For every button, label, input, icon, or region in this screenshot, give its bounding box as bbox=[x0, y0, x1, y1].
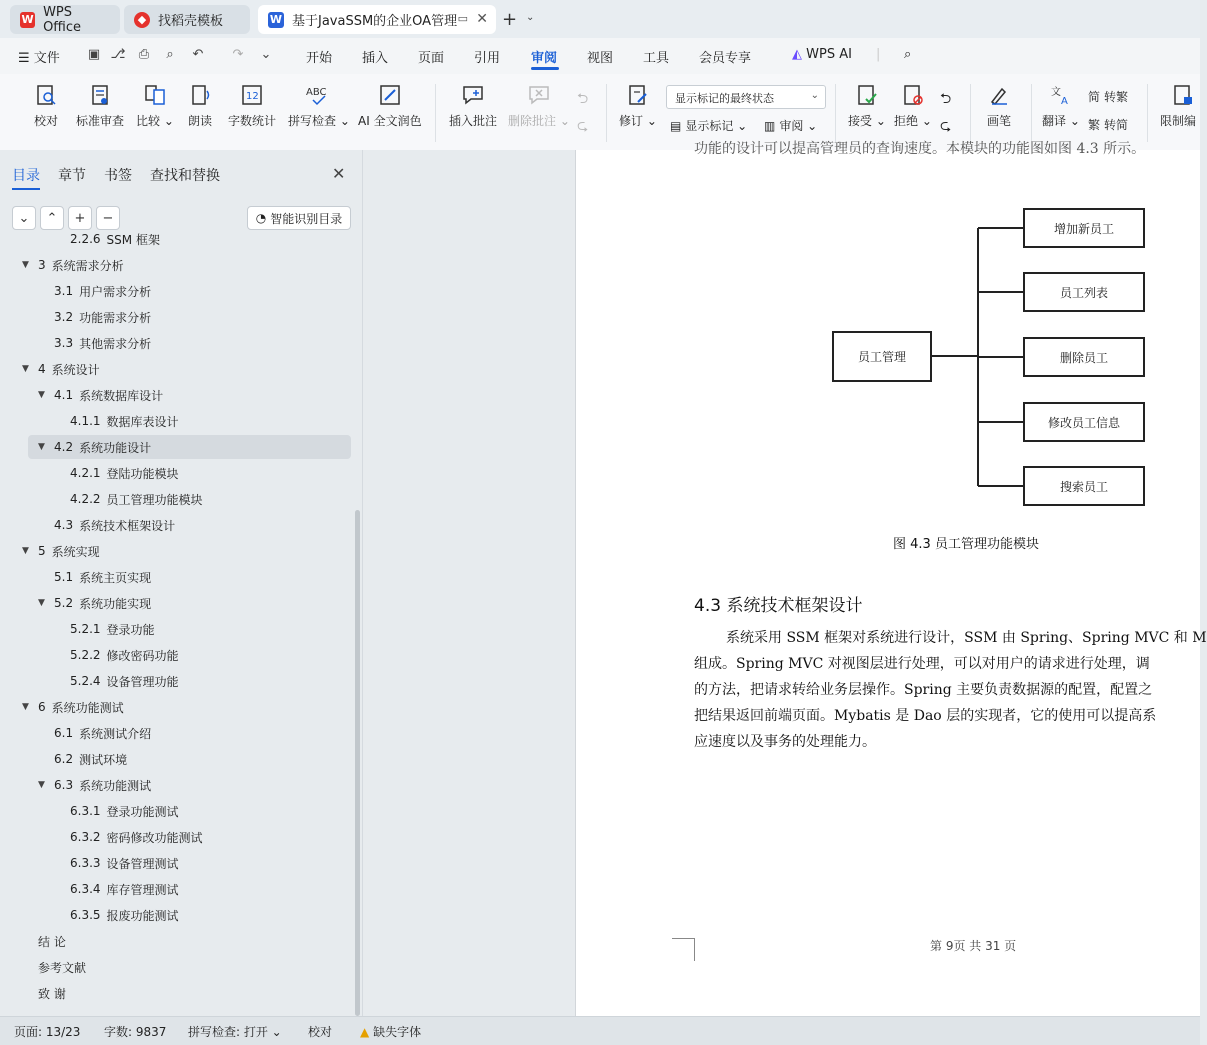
toc-item[interactable] bbox=[22, 357, 100, 381]
toc-item[interactable] bbox=[22, 981, 66, 1005]
paragraph-line: 应速度以及事务的处理能力。 bbox=[694, 734, 876, 750]
show-markup-icon: ▤ bbox=[670, 118, 682, 133]
word-count-icon bbox=[239, 82, 265, 108]
chevron-down-icon[interactable]: ⌄ bbox=[526, 12, 535, 23]
simplified-chinese-icon: 繁 bbox=[1088, 118, 1101, 132]
spell-check-button[interactable] bbox=[288, 82, 350, 129]
toc-item[interactable] bbox=[54, 851, 179, 875]
to-simplified-label: 转简 bbox=[1104, 118, 1129, 132]
read-aloud-button[interactable] bbox=[187, 82, 213, 129]
toc-item-number: 6 bbox=[38, 700, 46, 714]
toc-item-number: 3.2 bbox=[54, 310, 74, 324]
smart-toc-button[interactable] bbox=[247, 206, 351, 230]
toc-item-number: 5.2.1 bbox=[70, 622, 101, 636]
expand-arrow-icon[interactable]: ▼ bbox=[38, 442, 45, 452]
redo-icon[interactable]: ↷ bbox=[232, 47, 244, 62]
spell-check-label: 拼写检查 ⌄ bbox=[288, 114, 350, 128]
toc-item-number: 4.3 bbox=[54, 518, 74, 532]
monitor-icon: ▭ bbox=[457, 12, 468, 25]
word-doc-icon: W bbox=[269, 13, 283, 26]
menu-bar bbox=[0, 38, 1200, 74]
traditional-chinese-icon: 简 bbox=[1088, 90, 1101, 104]
toc-item-number: 5.2 bbox=[54, 596, 74, 610]
toc-item[interactable] bbox=[54, 487, 203, 511]
delete-comment-label: 删除批注 ⌄ bbox=[508, 114, 570, 128]
toc-item-number: 4.1.1 bbox=[70, 414, 101, 428]
navigation-pane bbox=[0, 150, 363, 1016]
menu-tools[interactable]: 工具 bbox=[643, 51, 670, 66]
diagram-node-edit-employee: 修改员工信息 bbox=[1023, 402, 1145, 442]
expand-arrow-icon[interactable]: ▼ bbox=[22, 546, 29, 556]
paragraph-line: 的方法，把请求转给业务层操作。Spring 主要负责数据源的配置，配置之 bbox=[694, 682, 1153, 698]
toc-item-number: 3.3 bbox=[54, 336, 74, 350]
menu-member[interactable]: 会员专享 bbox=[699, 51, 752, 66]
translate-icon bbox=[1048, 82, 1074, 108]
restrict-edit-label: 限制编 bbox=[1160, 114, 1197, 128]
smart-toc-label: 智能识别目录 bbox=[270, 211, 343, 226]
active-tab-indicator bbox=[12, 188, 40, 190]
minus-icon: − bbox=[102, 210, 114, 226]
missing-font-label: 缺失字体 bbox=[373, 1025, 422, 1039]
delete-comment-button[interactable] bbox=[508, 82, 570, 129]
toc-item[interactable] bbox=[38, 435, 151, 459]
compare-icon bbox=[142, 82, 168, 108]
markup-mode-value: 显示标记的最终状态 bbox=[675, 92, 774, 105]
show-markup-label: 显示标记 bbox=[685, 119, 734, 133]
ink-button[interactable] bbox=[986, 82, 1012, 129]
svg-text:ABC: ABC bbox=[305, 87, 327, 98]
toc-item[interactable] bbox=[38, 305, 151, 329]
toc-item-number: 4.2.1 bbox=[70, 466, 101, 480]
toc-item-title: 系统需求分析 bbox=[51, 258, 124, 273]
plus-icon: + bbox=[74, 210, 86, 226]
toc-item-number: 6.3.5 bbox=[70, 908, 101, 922]
page-footer: 第 9页 共 31 页 bbox=[930, 939, 1017, 953]
close-icon[interactable]: ✕ bbox=[332, 164, 346, 183]
toc-item-title: 系统主页实现 bbox=[79, 570, 152, 585]
toc-item-title: 报废功能测试 bbox=[106, 908, 179, 923]
tab-find-replace[interactable]: 查找和替换 bbox=[150, 168, 220, 184]
to-traditional-button[interactable] bbox=[1088, 88, 1128, 105]
diagram-node-add-employee: 增加新员工 bbox=[1023, 208, 1145, 248]
toc-item[interactable] bbox=[54, 669, 179, 693]
ribbon-divider bbox=[970, 84, 971, 142]
share-icon[interactable]: ⎇ bbox=[110, 47, 126, 62]
reject-icon bbox=[900, 82, 926, 108]
toc-item-title: 结 论 bbox=[38, 934, 66, 949]
print-icon[interactable]: ⎙ bbox=[138, 47, 150, 62]
docer-logo-icon: ◆ bbox=[134, 12, 150, 28]
tab-docer[interactable] bbox=[124, 5, 250, 34]
diagram-node-search-employee: 搜索员工 bbox=[1023, 466, 1145, 506]
warning-icon: ▲ bbox=[360, 1025, 370, 1039]
wps-ai-label: WPS AI bbox=[806, 47, 852, 62]
file-menu-label: 文件 bbox=[33, 51, 60, 66]
toc-item-title: 密码修改功能测试 bbox=[106, 830, 203, 845]
toc-item-title: SSM 框架 bbox=[106, 232, 160, 247]
toc-item[interactable] bbox=[54, 825, 203, 849]
accept-button[interactable] bbox=[848, 82, 886, 129]
translate-button[interactable] bbox=[1042, 82, 1080, 129]
print-preview-icon[interactable]: ⌕ bbox=[166, 47, 174, 62]
toc-scrollbar[interactable] bbox=[355, 510, 360, 1016]
toc-item-number: 5.2.4 bbox=[70, 674, 101, 688]
toc-item-title: 系统功能测试 bbox=[51, 700, 124, 715]
track-changes-icon bbox=[625, 82, 651, 108]
toc-item-number: 6.2 bbox=[54, 752, 74, 766]
close-tab-icon[interactable]: ✕ bbox=[476, 11, 488, 27]
proofread-button[interactable] bbox=[33, 82, 59, 129]
toc-item-title: 系统数据库设计 bbox=[79, 388, 164, 403]
tab-label: 基于JavaSSM的企业OA管理 bbox=[292, 14, 458, 29]
toc-item-title: 系统测试介绍 bbox=[79, 726, 152, 741]
insert-comment-icon bbox=[460, 82, 486, 108]
toc-item-title: 设备管理功能 bbox=[106, 674, 179, 689]
toc-item[interactable] bbox=[22, 253, 124, 277]
toc-item[interactable] bbox=[54, 877, 179, 901]
toc-item-title: 参考文献 bbox=[38, 960, 87, 975]
expand-all-button[interactable] bbox=[12, 206, 36, 230]
toc-item-title: 登陆功能模块 bbox=[106, 466, 179, 481]
menu-view[interactable]: 视图 bbox=[587, 51, 614, 66]
toc-item-number: 3.1 bbox=[54, 284, 74, 298]
svg-text:A: A bbox=[1060, 96, 1068, 107]
tab-bar bbox=[0, 0, 1200, 38]
next-comment-icon[interactable]: ⮎ bbox=[577, 118, 589, 134]
toc-item[interactable] bbox=[54, 903, 179, 927]
toc-item[interactable] bbox=[54, 409, 179, 433]
menu-separator: | bbox=[876, 47, 881, 62]
toc-item-title: 系统设计 bbox=[51, 362, 100, 377]
expand-arrow-icon[interactable]: ▼ bbox=[38, 780, 45, 790]
toc-item-number: 6.3.4 bbox=[70, 882, 101, 896]
status-bar bbox=[0, 1016, 1200, 1045]
toc-item-number: 4.2.2 bbox=[70, 492, 101, 506]
review-pane-icon: ▥ bbox=[764, 118, 776, 133]
smart-icon: ◔ bbox=[255, 211, 267, 225]
spell-check-status-label: 拼写检查: 打开 bbox=[188, 1025, 268, 1039]
menu-insert[interactable]: 插入 bbox=[362, 51, 389, 66]
toc-item-title: 员工管理功能模块 bbox=[106, 492, 203, 507]
diagram-root-node: 员工管理 bbox=[832, 331, 932, 382]
toc-item-title: 测试环境 bbox=[79, 752, 128, 767]
delete-comment-icon bbox=[526, 82, 552, 108]
toc-item[interactable] bbox=[54, 461, 179, 485]
toc-item[interactable] bbox=[38, 747, 127, 771]
toc-item[interactable] bbox=[22, 929, 66, 953]
pen-icon bbox=[986, 82, 1012, 108]
toc-item-number: 3 bbox=[38, 258, 46, 272]
toc-item-number: 4.2 bbox=[54, 440, 74, 454]
svg-text:12: 12 bbox=[246, 91, 259, 102]
toc-item-title: 修改密码功能 bbox=[106, 648, 179, 663]
toc-item-title: 系统功能设计 bbox=[79, 440, 152, 455]
standard-review-icon bbox=[87, 82, 113, 108]
wps-ai-icon: ◭ bbox=[792, 47, 802, 62]
toc-item[interactable] bbox=[54, 643, 179, 667]
toc-item[interactable] bbox=[38, 591, 151, 615]
menu-wps-ai[interactable] bbox=[792, 47, 852, 62]
expand-arrow-icon[interactable]: ▼ bbox=[38, 390, 45, 400]
to-simplified-button[interactable] bbox=[1088, 116, 1128, 133]
expand-arrow-icon[interactable]: ▼ bbox=[22, 260, 29, 270]
menu-page[interactable]: 页面 bbox=[418, 51, 445, 66]
translate-label: 翻译 ⌄ bbox=[1042, 114, 1080, 128]
search-icon[interactable]: ⌕ bbox=[904, 47, 912, 62]
toc-item-title: 系统实现 bbox=[51, 544, 100, 559]
partial-paragraph: 功能的设计可以提高管理员的查询速度。本模块的功能图如图 4.3 所示。 bbox=[694, 141, 1146, 157]
toc-item-number: 4 bbox=[38, 362, 46, 376]
toc-item-title: 系统功能测试 bbox=[79, 778, 152, 793]
standard-review-button[interactable] bbox=[76, 82, 124, 129]
paragraph-line: 系统采用 SSM 框架对系统进行设计，SSM 由 Spring、Spring MVC 和 M bbox=[726, 630, 1207, 646]
insert-comment-label: 插入批注 bbox=[449, 114, 498, 128]
page-corner-mark bbox=[672, 938, 695, 961]
tab-wps-office[interactable] bbox=[10, 5, 120, 34]
tab-document[interactable] bbox=[258, 5, 496, 34]
spell-check-icon bbox=[306, 82, 332, 108]
magic-wand-icon bbox=[377, 82, 403, 108]
ink-label: 画笔 bbox=[986, 114, 1011, 128]
toc-item-number: 6.3.3 bbox=[70, 856, 101, 870]
more-icon[interactable]: ⌄ bbox=[260, 47, 272, 62]
toc-item-number: 5 bbox=[38, 544, 46, 558]
reject-button[interactable] bbox=[894, 82, 932, 129]
proofread-icon bbox=[33, 82, 59, 108]
show-markup-button[interactable]: ▤ 显示标记 ⌄ bbox=[670, 118, 748, 133]
expand-arrow-icon[interactable]: ▼ bbox=[22, 702, 29, 712]
section-heading: 4.3 系统技术框架设计 bbox=[694, 596, 863, 616]
chevron-up-icon: ⌃ bbox=[46, 210, 58, 226]
chevron-down-icon: ⌄ bbox=[18, 210, 30, 226]
document-page[interactable] bbox=[575, 141, 1207, 1016]
toc-item-number: 6.3.2 bbox=[70, 830, 101, 844]
missing-font-status[interactable] bbox=[360, 1023, 421, 1040]
toc-item-number: 5.2.2 bbox=[70, 648, 101, 662]
toc-item[interactable] bbox=[38, 721, 151, 745]
reject-label: 拒绝 ⌄ bbox=[894, 114, 932, 128]
toc-tree bbox=[0, 232, 352, 1016]
read-aloud-label: 朗读 bbox=[187, 114, 212, 128]
toc-item[interactable] bbox=[54, 227, 160, 251]
toc-item-title: 库存管理测试 bbox=[106, 882, 179, 897]
undo-icon[interactable]: ↶ bbox=[192, 47, 204, 62]
ribbon-divider bbox=[1031, 84, 1032, 142]
toc-item[interactable] bbox=[38, 331, 151, 355]
toc-item-title: 系统技术框架设计 bbox=[79, 518, 176, 533]
word-count-status[interactable]: 字数: 9837 bbox=[104, 1025, 167, 1039]
toc-item-number: 5.1 bbox=[54, 570, 74, 584]
menu-start[interactable]: 开始 bbox=[306, 51, 333, 66]
tab-label: 找稻壳模板 bbox=[158, 14, 224, 29]
proofread-label: 校对 bbox=[33, 114, 58, 128]
new-tab-icon[interactable]: + bbox=[502, 9, 518, 30]
active-menu-indicator bbox=[531, 67, 559, 70]
diagram-node-employee-list: 员工列表 bbox=[1023, 272, 1145, 312]
toc-item-number: 6.1 bbox=[54, 726, 74, 740]
toc-item-title: 功能需求分析 bbox=[79, 310, 152, 325]
expand-arrow-icon[interactable]: ▼ bbox=[38, 598, 45, 608]
diagram-node-delete-employee: 删除员工 bbox=[1023, 337, 1145, 377]
menu-reference[interactable]: 引用 bbox=[474, 51, 501, 66]
read-aloud-icon bbox=[187, 82, 213, 108]
toc-item-title: 其他需求分析 bbox=[79, 336, 152, 351]
toc-item-title: 致 谢 bbox=[38, 986, 66, 1001]
toc-item-title: 系统功能实现 bbox=[79, 596, 152, 611]
toc-item[interactable] bbox=[38, 513, 175, 537]
ai-polish-label: AI 全文润色 bbox=[358, 114, 422, 128]
markup-mode-select[interactable] bbox=[666, 85, 826, 109]
next-change-icon[interactable]: ⮎ bbox=[940, 118, 952, 134]
ribbon-divider bbox=[435, 84, 436, 142]
toc-item-title: 数据库表设计 bbox=[106, 414, 179, 429]
wps-logo-icon: W bbox=[21, 13, 34, 26]
compare-button[interactable] bbox=[136, 82, 174, 129]
toc-item[interactable] bbox=[22, 695, 124, 719]
tab-sections[interactable]: 章节 bbox=[58, 168, 86, 184]
toc-item[interactable] bbox=[38, 383, 163, 407]
review-pane-button[interactable]: ▥ 审阅 ⌄ bbox=[764, 118, 818, 133]
word-count-button[interactable] bbox=[228, 82, 276, 129]
chevron-down-icon: ⌄ bbox=[810, 90, 819, 101]
ai-polish-button[interactable] bbox=[358, 82, 422, 129]
toc-item-title: 登录功能 bbox=[106, 622, 155, 637]
toc-item[interactable] bbox=[54, 617, 155, 641]
standard-review-label: 标准审查 bbox=[76, 114, 125, 128]
tab-bookmarks[interactable]: 书签 bbox=[104, 168, 132, 184]
previous-comment-icon[interactable]: ⮌ bbox=[577, 91, 589, 107]
accept-label: 接受 ⌄ bbox=[848, 114, 886, 128]
proofread-status[interactable]: 校对 bbox=[308, 1025, 333, 1039]
menu-review[interactable]: 审阅 bbox=[531, 51, 558, 66]
tab-label: WPS Office bbox=[43, 4, 82, 35]
track-changes-button[interactable] bbox=[619, 82, 657, 129]
ribbon-divider bbox=[1147, 84, 1148, 142]
toc-item-number: 2.2.6 bbox=[70, 232, 101, 246]
paragraph-line: 组成。Spring MVC 对视图层进行处理，可以对用户的请求进行处理，调 bbox=[694, 656, 1150, 672]
toc-item[interactable] bbox=[38, 565, 151, 589]
toc-item-number: 4.1 bbox=[54, 388, 74, 402]
compare-label: 比较 ⌄ bbox=[136, 114, 174, 128]
toc-item[interactable] bbox=[22, 539, 100, 563]
toc-item-title: 用户需求分析 bbox=[79, 284, 152, 299]
expand-arrow-icon[interactable]: ▼ bbox=[22, 364, 29, 374]
ribbon-divider bbox=[835, 84, 836, 142]
file-menu[interactable]: ☰ 文件 bbox=[18, 51, 60, 66]
paragraph-line: 把结果返回前端页面。Mybatis 是 Dao 层的实现者，它的使用可以提高系 bbox=[694, 708, 1157, 724]
toc-item-number: 6.3.1 bbox=[70, 804, 101, 818]
toc-item[interactable] bbox=[22, 955, 86, 979]
toc-item[interactable] bbox=[38, 279, 151, 303]
toc-item-number: 6.3 bbox=[54, 778, 74, 792]
toc-item-title: 登录功能测试 bbox=[106, 804, 179, 819]
to-traditional-label: 转繁 bbox=[1104, 90, 1129, 104]
page-indicator[interactable]: 页面: 13/23 bbox=[14, 1025, 81, 1039]
previous-change-icon[interactable]: ⮌ bbox=[940, 91, 952, 107]
restrict-edit-button[interactable] bbox=[1160, 82, 1196, 129]
svg-text:文: 文 bbox=[1050, 87, 1061, 98]
track-changes-label: 修订 ⌄ bbox=[619, 114, 657, 128]
accept-icon bbox=[854, 82, 880, 108]
spell-check-status[interactable]: 拼写检查: 打开 ⌄ bbox=[188, 1025, 282, 1039]
figure-caption: 图 4.3 员工管理功能模块 bbox=[893, 537, 1039, 552]
lock-document-icon bbox=[1170, 82, 1196, 108]
toc-item[interactable] bbox=[54, 799, 179, 823]
ribbon-divider bbox=[606, 84, 607, 142]
tab-toc[interactable]: 目录 bbox=[12, 168, 40, 184]
word-count-label: 字数统计 bbox=[228, 114, 277, 128]
insert-comment-button[interactable] bbox=[449, 82, 497, 129]
save-icon[interactable]: ▣ bbox=[87, 47, 101, 62]
review-pane-label: 审阅 bbox=[779, 119, 804, 133]
toc-item-title: 设备管理测试 bbox=[106, 856, 179, 871]
toc-item[interactable] bbox=[38, 773, 151, 797]
